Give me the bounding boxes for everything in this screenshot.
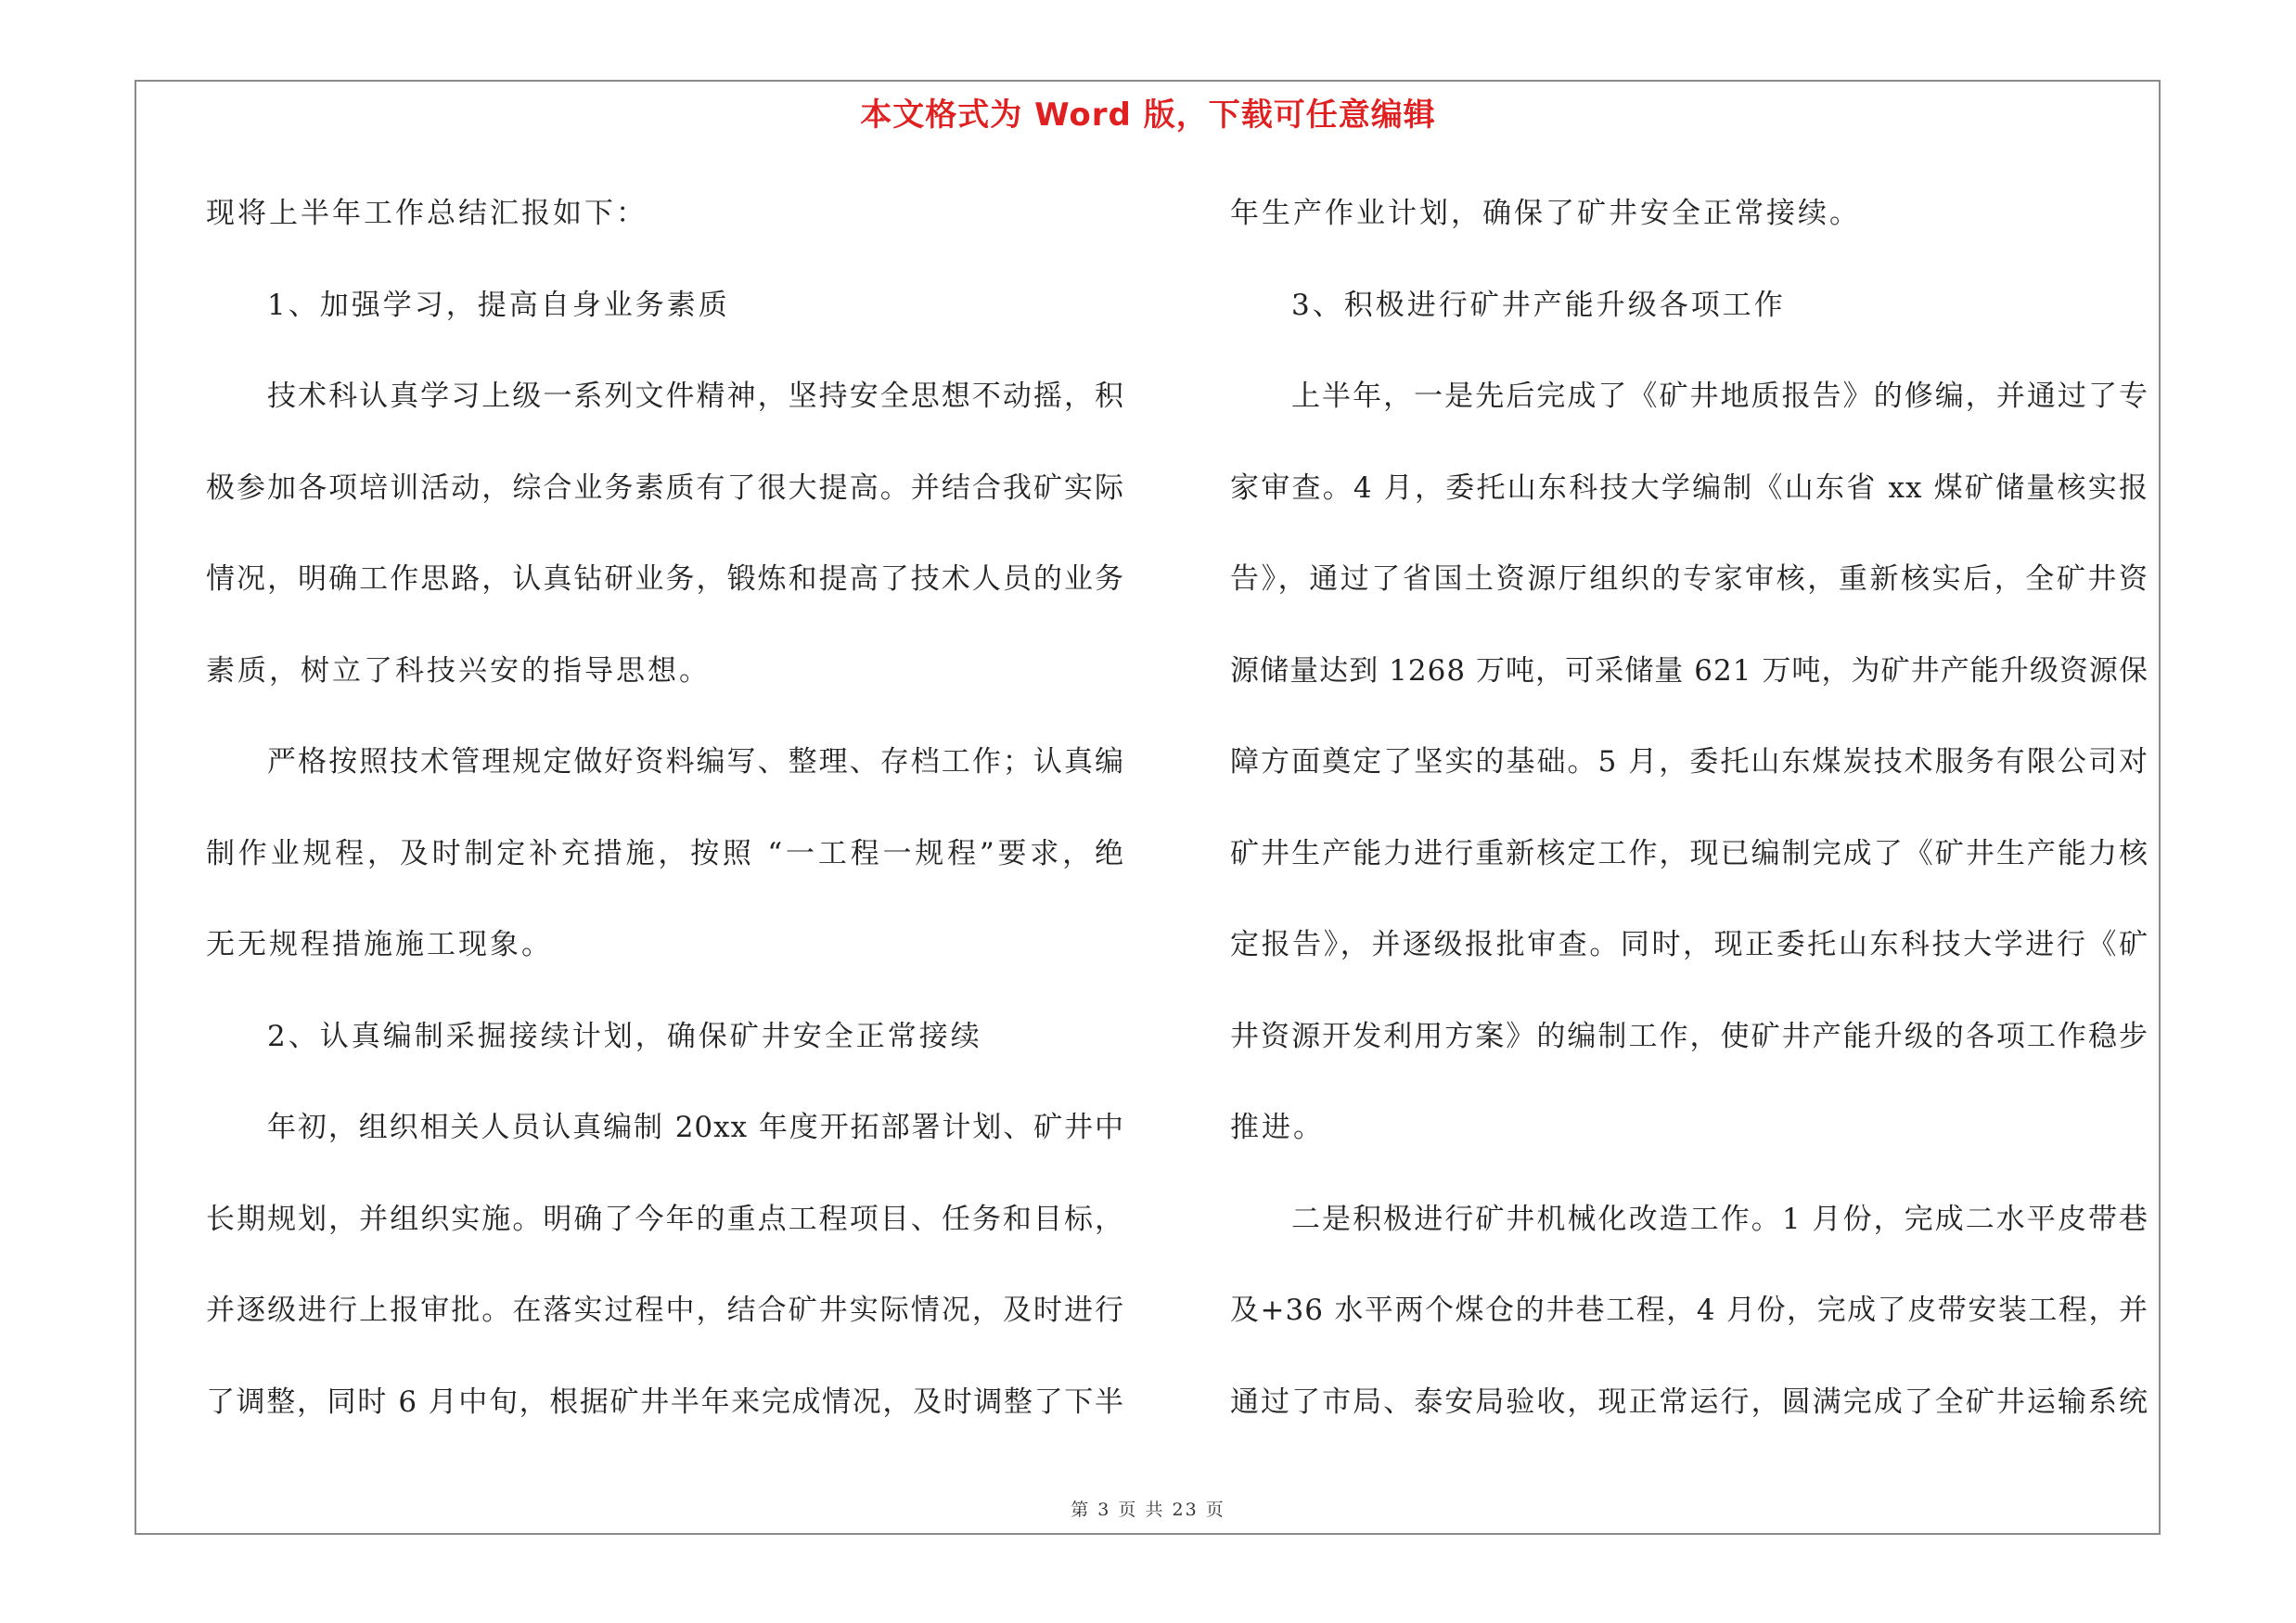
paragraph-line: 并逐级进行上报审批。在落实过程中，结合矿井实际情况，及时进行 xyxy=(206,1294,1124,1327)
page-number-footer: 第 3 页 共 23 页 xyxy=(1071,1500,1225,1520)
paragraph-line: 上半年，一是先后完成了《矿井地质报告》的修编，并通过了专 xyxy=(1291,380,2148,413)
paragraph-line: 矿井生产能力进行重新核定工作，现已编制完成了《矿井生产能力核 xyxy=(1230,836,2148,870)
paragraph-line: 推进。 xyxy=(1230,1111,1325,1144)
paragraph-line: 情况，明确工作思路，认真钻研业务，锻炼和提高了技术人员的业务 xyxy=(206,562,1124,596)
left-text-column xyxy=(206,182,1124,1462)
paragraph-line: 障方面奠定了坚实的基础。5 月，委托山东煤炭技术服务有限公司对 xyxy=(1230,745,2148,779)
paragraph-line: 定报告》，并逐级报批审查。同时，现正委托山东科技大学进行《矿 xyxy=(1230,928,2148,961)
paragraph-line: 井资源开发利用方案》的编制工作，使矿井产能升级的各项工作稳步 xyxy=(1230,1019,2148,1053)
paragraph-line: 极参加各项培训活动，综合业务素质有了很大提高。并结合我矿实际 xyxy=(206,470,1124,505)
right-text-column xyxy=(1230,182,2148,1462)
paragraph-line: 年生产作业计划，确保了矿井安全正常接续。 xyxy=(1230,197,1861,230)
format-notice-banner: 本文格式为 Word 版，下载可任意编辑 xyxy=(860,97,1436,134)
section-heading-1: 1、加强学习，提高自身业务素质 xyxy=(267,288,730,322)
paragraph-line: 严格按照技术管理规定做好资料编写、整理、存档工作；认真编 xyxy=(267,745,1124,779)
paragraph-line: 二是积极进行矿井机械化改造工作。1 月份，完成二水平皮带巷 xyxy=(1291,1202,2148,1236)
paragraph-line: 素质，树立了科技兴安的指导思想。 xyxy=(206,653,711,688)
paragraph-line: 年初，组织相关人员认真编制 20xx 年度开拓部署计划、矿井中 xyxy=(267,1111,1124,1144)
section-heading-2: 2、认真编制采掘接续计划，确保矿井安全正常接续 xyxy=(267,1019,982,1053)
paragraph-line: 通过了市局、泰安局验收，现正常运行，圆满完成了全矿井运输系统 xyxy=(1230,1385,2148,1419)
paragraph-line: 告》，通过了省国土资源厅组织的专家审核，重新核实后，全矿井资 xyxy=(1230,562,2148,596)
paragraph-line: 了调整，同时 6 月中旬，根据矿井半年来完成情况，及时调整了下半 xyxy=(206,1385,1124,1419)
paragraph-line: 无无规程措施施工现象。 xyxy=(206,928,553,961)
paragraph-line: 现将上半年工作总结汇报如下： xyxy=(206,197,648,230)
paragraph-line: 制作业规程，及时制定补充措施，按照 “一工程一规程”要求，绝 xyxy=(206,836,1124,870)
section-heading-3: 3、积极进行矿井产能升级各项工作 xyxy=(1291,288,1786,322)
paragraph-line: 家审查。4 月，委托山东科技大学编制《山东省 xx 煤矿储量核实报 xyxy=(1230,470,2148,505)
paragraph-line: 源储量达到 1268 万吨，可采储量 621 万吨，为矿井产能升级资源保 xyxy=(1230,653,2148,688)
paragraph-line: 技术科认真学习上级一系列文件精神，坚持安全思想不动摇，积 xyxy=(267,380,1124,413)
paragraph-line: 及+36 水平两个煤仓的井巷工程，4 月份，完成了皮带安装工程，并 xyxy=(1230,1294,2148,1327)
paragraph-line: 长期规划，并组织实施。明确了今年的重点工程项目、任务和目标， xyxy=(206,1202,1124,1236)
